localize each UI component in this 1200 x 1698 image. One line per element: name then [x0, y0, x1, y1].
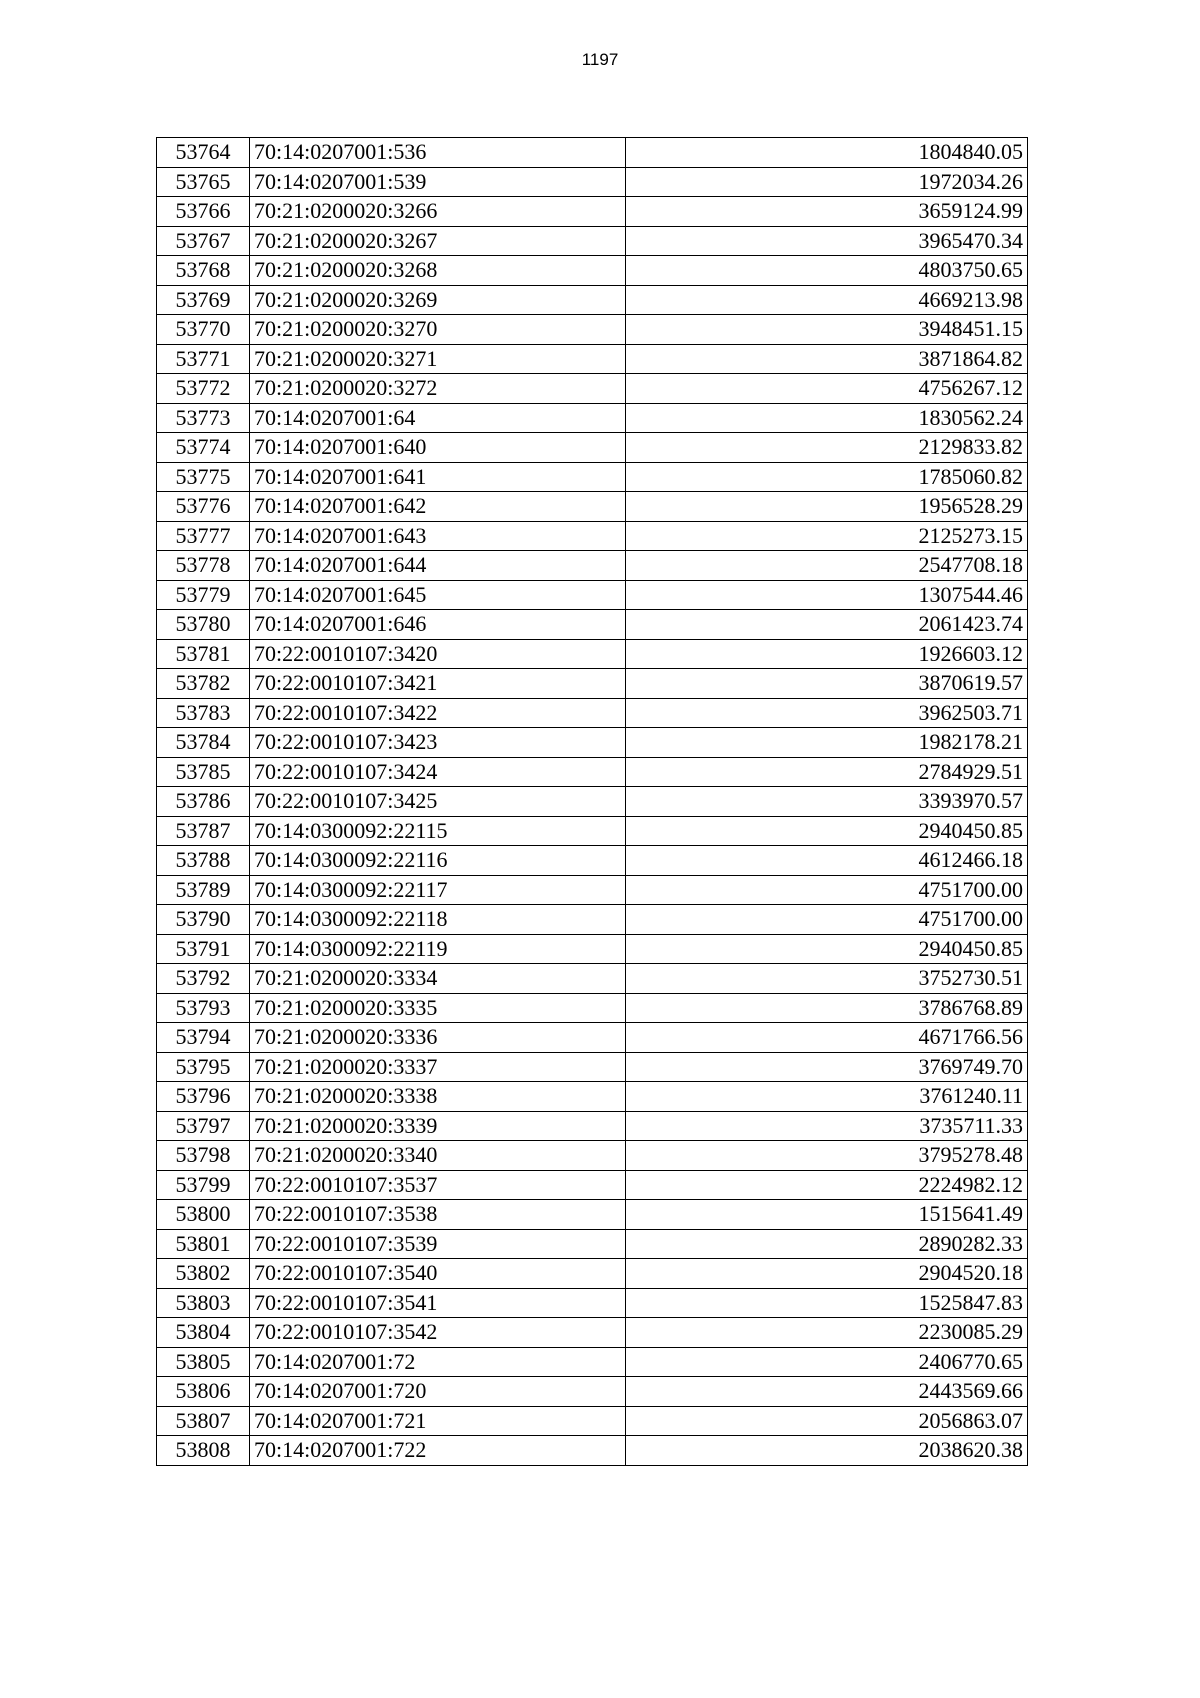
cadastral-value-cell: 3659124.99 — [626, 197, 1028, 227]
cadastral-value-cell: 2940450.85 — [626, 934, 1028, 964]
row-number-cell: 53802 — [157, 1259, 250, 1289]
table-row — [157, 492, 1028, 522]
row-number-cell: 53787 — [157, 816, 250, 846]
page-number: 1197 — [581, 50, 619, 69]
cadastral-value-cell: 3871864.82 — [626, 344, 1028, 374]
cadastral-value-cell: 1956528.29 — [626, 492, 1028, 522]
row-number-cell: 53777 — [157, 521, 250, 551]
row-number-cell: 53794 — [157, 1023, 250, 1053]
cadastral-number-cell: 70:22:0010107:3538 — [250, 1200, 626, 1230]
row-number-cell: 53767 — [157, 226, 250, 256]
cadastral-number-cell: 70:14:0207001:720 — [250, 1377, 626, 1407]
row-number-cell: 53801 — [157, 1229, 250, 1259]
cadastral-value-cell: 4803750.65 — [626, 256, 1028, 286]
cadastral-number-cell: 70:14:0300092:22115 — [250, 816, 626, 846]
cadastral-number-cell: 70:21:0200020:3338 — [250, 1082, 626, 1112]
row-number-cell: 53776 — [157, 492, 250, 522]
cadastral-number-cell: 70:14:0207001:721 — [250, 1406, 626, 1436]
cadastral-value-cell: 2129833.82 — [626, 433, 1028, 463]
cadastral-number-cell: 70:22:0010107:3422 — [250, 698, 626, 728]
row-number-cell: 53771 — [157, 344, 250, 374]
cadastral-value-cell: 3786768.89 — [626, 993, 1028, 1023]
table-row — [157, 374, 1028, 404]
table-row — [157, 1111, 1028, 1141]
cadastral-value-cell: 3769749.70 — [626, 1052, 1028, 1082]
cadastral-value-cell: 1515641.49 — [626, 1200, 1028, 1230]
table-row — [157, 964, 1028, 994]
cadastral-value-cell: 2056863.07 — [626, 1406, 1028, 1436]
cadastral-number-cell: 70:14:0207001:539 — [250, 167, 626, 197]
cadastral-number-cell: 70:21:0200020:3334 — [250, 964, 626, 994]
row-number-cell: 53792 — [157, 964, 250, 994]
cadastral-number-cell: 70:21:0200020:3266 — [250, 197, 626, 227]
table-row — [157, 551, 1028, 581]
cadastral-number-cell: 70:21:0200020:3270 — [250, 315, 626, 345]
table-row — [157, 344, 1028, 374]
table-row — [157, 757, 1028, 787]
cadastral-value-cell: 2443569.66 — [626, 1377, 1028, 1407]
cadastral-value-cell: 1804840.05 — [626, 138, 1028, 168]
cadastral-value-cell: 1972034.26 — [626, 167, 1028, 197]
row-number-cell: 53783 — [157, 698, 250, 728]
cadastral-number-cell: 70:22:0010107:3421 — [250, 669, 626, 699]
cadastral-value-cell: 2940450.85 — [626, 816, 1028, 846]
cadastral-number-cell: 70:14:0300092:22119 — [250, 934, 626, 964]
cadastral-value-cell: 1830562.24 — [626, 403, 1028, 433]
row-number-cell: 53799 — [157, 1170, 250, 1200]
cadastral-value-cell: 4671766.56 — [626, 1023, 1028, 1053]
cadastral-value-cell: 2547708.18 — [626, 551, 1028, 581]
table-row — [157, 226, 1028, 256]
table-row — [157, 580, 1028, 610]
table-row — [157, 1229, 1028, 1259]
row-number-cell: 53800 — [157, 1200, 250, 1230]
cadastral-number-cell: 70:22:0010107:3424 — [250, 757, 626, 787]
row-number-cell: 53770 — [157, 315, 250, 345]
cadastral-number-cell: 70:21:0200020:3267 — [250, 226, 626, 256]
cadastral-value-cell: 3962503.71 — [626, 698, 1028, 728]
table-row — [157, 1259, 1028, 1289]
table-row — [157, 462, 1028, 492]
table-row — [157, 521, 1028, 551]
table-row — [157, 816, 1028, 846]
table-row — [157, 1052, 1028, 1082]
cadastral-number-cell: 70:21:0200020:3336 — [250, 1023, 626, 1053]
cadastral-value-cell: 2224982.12 — [626, 1170, 1028, 1200]
row-number-cell: 53765 — [157, 167, 250, 197]
row-number-cell: 53780 — [157, 610, 250, 640]
row-number-cell: 53772 — [157, 374, 250, 404]
cadastral-number-cell: 70:22:0010107:3423 — [250, 728, 626, 758]
cadastral-value-cell: 4756267.12 — [626, 374, 1028, 404]
cadastral-number-cell: 70:14:0207001:64 — [250, 403, 626, 433]
cadastral-value-cell: 3761240.11 — [626, 1082, 1028, 1112]
cadastral-number-cell: 70:14:0207001:641 — [250, 462, 626, 492]
row-number-cell: 53793 — [157, 993, 250, 1023]
cadastral-number-cell: 70:14:0207001:72 — [250, 1347, 626, 1377]
cadastral-number-cell: 70:14:0207001:643 — [250, 521, 626, 551]
cadastral-number-cell: 70:22:0010107:3537 — [250, 1170, 626, 1200]
row-number-cell: 53768 — [157, 256, 250, 286]
table-row — [157, 787, 1028, 817]
cadastral-value-cell: 3948451.15 — [626, 315, 1028, 345]
cadastral-value-cell: 1785060.82 — [626, 462, 1028, 492]
cadastral-value-cell: 2061423.74 — [626, 610, 1028, 640]
row-number-cell: 53784 — [157, 728, 250, 758]
table-row — [157, 993, 1028, 1023]
row-number-cell: 53795 — [157, 1052, 250, 1082]
cadastral-number-cell: 70:14:0207001:640 — [250, 433, 626, 463]
row-number-cell: 53805 — [157, 1347, 250, 1377]
table-row — [157, 698, 1028, 728]
row-number-cell: 53797 — [157, 1111, 250, 1141]
cadastral-number-cell: 70:14:0300092:22117 — [250, 875, 626, 905]
row-number-cell: 53764 — [157, 138, 250, 168]
cadastral-value-cell: 4751700.00 — [626, 905, 1028, 935]
cadastral-value-cell: 4669213.98 — [626, 285, 1028, 315]
table-row — [157, 1318, 1028, 1348]
table-row — [157, 1170, 1028, 1200]
cadastral-number-cell: 70:14:0300092:22116 — [250, 846, 626, 876]
table-row — [157, 256, 1028, 286]
cadastral-number-cell: 70:21:0200020:3337 — [250, 1052, 626, 1082]
row-number-cell: 53808 — [157, 1436, 250, 1466]
cadastral-value-cell: 3870619.57 — [626, 669, 1028, 699]
cadastral-number-cell: 70:22:0010107:3539 — [250, 1229, 626, 1259]
table-row — [157, 433, 1028, 463]
cadastral-value-cell: 2890282.33 — [626, 1229, 1028, 1259]
row-number-cell: 53803 — [157, 1288, 250, 1318]
cadastral-number-cell: 70:14:0300092:22118 — [250, 905, 626, 935]
table-row — [157, 1200, 1028, 1230]
cadastral-value-cell: 2904520.18 — [626, 1259, 1028, 1289]
cadastral-value-cell: 4751700.00 — [626, 875, 1028, 905]
cadastral-value-cell: 2038620.38 — [626, 1436, 1028, 1466]
table-row — [157, 846, 1028, 876]
table-row — [157, 1406, 1028, 1436]
cadastral-number-cell: 70:14:0207001:644 — [250, 551, 626, 581]
cadastral-value-cell: 1926603.12 — [626, 639, 1028, 669]
row-number-cell: 53806 — [157, 1377, 250, 1407]
row-number-cell: 53788 — [157, 846, 250, 876]
table-row — [157, 1023, 1028, 1053]
cadastral-number-cell: 70:22:0010107:3425 — [250, 787, 626, 817]
cadastral-value-table — [156, 137, 1028, 1466]
row-number-cell: 53774 — [157, 433, 250, 463]
table-row — [157, 1082, 1028, 1112]
table-row — [157, 1141, 1028, 1171]
cadastral-value-cell: 3795278.48 — [626, 1141, 1028, 1171]
cadastral-value-cell: 3752730.51 — [626, 964, 1028, 994]
cadastral-value-cell: 2406770.65 — [626, 1347, 1028, 1377]
table-row — [157, 315, 1028, 345]
row-number-cell: 53790 — [157, 905, 250, 935]
row-number-cell: 53807 — [157, 1406, 250, 1436]
table-row — [157, 1288, 1028, 1318]
row-number-cell: 53804 — [157, 1318, 250, 1348]
cadastral-number-cell: 70:14:0207001:722 — [250, 1436, 626, 1466]
cadastral-number-cell: 70:22:0010107:3540 — [250, 1259, 626, 1289]
cadastral-number-cell: 70:22:0010107:3420 — [250, 639, 626, 669]
cadastral-number-cell: 70:22:0010107:3541 — [250, 1288, 626, 1318]
table-row — [157, 905, 1028, 935]
cadastral-number-cell: 70:21:0200020:3272 — [250, 374, 626, 404]
table-row — [157, 639, 1028, 669]
table-row — [157, 403, 1028, 433]
cadastral-number-cell: 70:14:0207001:642 — [250, 492, 626, 522]
row-number-cell: 53782 — [157, 669, 250, 699]
row-number-cell: 53769 — [157, 285, 250, 315]
table-row — [157, 610, 1028, 640]
cadastral-value-cell: 4612466.18 — [626, 846, 1028, 876]
cadastral-number-cell: 70:22:0010107:3542 — [250, 1318, 626, 1348]
cadastral-value-cell: 1525847.83 — [626, 1288, 1028, 1318]
cadastral-number-cell: 70:21:0200020:3340 — [250, 1141, 626, 1171]
table-row — [157, 728, 1028, 758]
cadastral-number-cell: 70:21:0200020:3268 — [250, 256, 626, 286]
table-row — [157, 1347, 1028, 1377]
cadastral-value-cell: 3393970.57 — [626, 787, 1028, 817]
row-number-cell: 53775 — [157, 462, 250, 492]
table-row — [157, 934, 1028, 964]
table-body — [157, 138, 1028, 1466]
row-number-cell: 53766 — [157, 197, 250, 227]
cadastral-value-cell: 3735711.33 — [626, 1111, 1028, 1141]
cadastral-number-cell: 70:21:0200020:3271 — [250, 344, 626, 374]
row-number-cell: 53781 — [157, 639, 250, 669]
table-row — [157, 1436, 1028, 1466]
cadastral-number-cell: 70:21:0200020:3335 — [250, 993, 626, 1023]
cadastral-number-cell: 70:14:0207001:536 — [250, 138, 626, 168]
cadastral-number-cell: 70:14:0207001:646 — [250, 610, 626, 640]
row-number-cell: 53796 — [157, 1082, 250, 1112]
cadastral-value-cell: 3965470.34 — [626, 226, 1028, 256]
table-row — [157, 197, 1028, 227]
row-number-cell: 53798 — [157, 1141, 250, 1171]
table-row — [157, 167, 1028, 197]
cadastral-value-cell: 1307544.46 — [626, 580, 1028, 610]
row-number-cell: 53791 — [157, 934, 250, 964]
table-row — [157, 669, 1028, 699]
row-number-cell: 53785 — [157, 757, 250, 787]
row-number-cell: 53778 — [157, 551, 250, 581]
cadastral-value-cell: 1982178.21 — [626, 728, 1028, 758]
cadastral-number-cell: 70:14:0207001:645 — [250, 580, 626, 610]
table-row — [157, 875, 1028, 905]
table-row — [157, 285, 1028, 315]
cadastral-number-cell: 70:21:0200020:3339 — [250, 1111, 626, 1141]
row-number-cell: 53789 — [157, 875, 250, 905]
table-row — [157, 138, 1028, 168]
row-number-cell: 53779 — [157, 580, 250, 610]
cadastral-number-cell: 70:21:0200020:3269 — [250, 285, 626, 315]
table-row — [157, 1377, 1028, 1407]
row-number-cell: 53786 — [157, 787, 250, 817]
cadastral-value-cell: 2230085.29 — [626, 1318, 1028, 1348]
cadastral-value-cell: 2784929.51 — [626, 757, 1028, 787]
row-number-cell: 53773 — [157, 403, 250, 433]
cadastral-value-cell: 2125273.15 — [626, 521, 1028, 551]
